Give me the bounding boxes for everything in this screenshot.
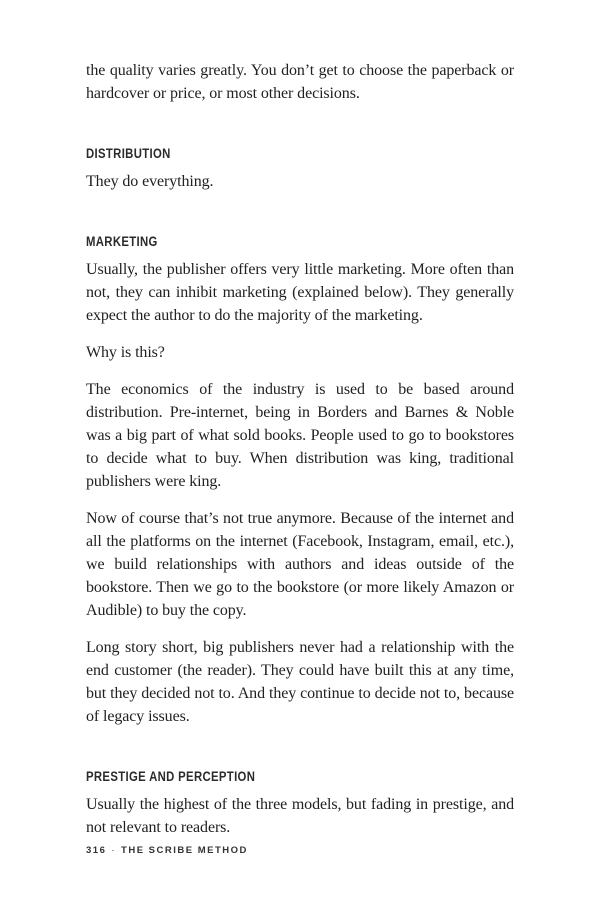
marketing-paragraph-1: Usually, the publisher offers very little marketing. More often than not, they can inhibit marketing (explained below). They generally expect the author to do the majority of the marketing. [86,261,514,324]
distribution-paragraph: They do everything. [86,173,214,190]
marketing-paragraph-3: The economics of the industry is used to be based around distribution. Pre-internet, being in Borders and Barnes & Noble was a big part of what sold books. People used to go to bookstores to decide what to buy. When distribution was king, traditional publishers were king. [86,381,514,490]
prestige-paragraph: Usually the highest of the three models, but fading in prestige, and not relevant to readers. [86,796,514,836]
section-heading-prestige-and-perception: PRESTIGE AND PERCEPTION [86,769,256,784]
section-heading-distribution: DISTRIBUTION [86,146,171,161]
marketing-paragraph-2: Why is this? [86,344,165,361]
running-footer [86,845,248,856]
footer-separator-dot: · [111,845,117,856]
page-number: 316 [86,845,107,856]
intro-paragraph: the quality varies greatly. You don’t get to choose the paperback or hardcover or price, or most other decisions. [86,62,514,102]
section-heading-marketing: MARKETING [86,234,158,249]
marketing-paragraph-4: Now of course that’s not true anymore. Because of the internet and all the platforms on the internet (Facebook, Instagram, email, etc.), we build relationships with authors and ideas outside of the bookstore. Then we go to the bookstore (or more likely Amazon or Audible) to buy the copy. [86,510,514,619]
book-title: THE SCRIBE METHOD [121,845,248,856]
page-content [86,59,514,853]
marketing-paragraph-5: Long story short, big publishers never had a relationship with the end customer (the reader). They could have built this at any time, but they decided not to. And they continue to decide not to, because of legacy issues. [86,639,514,725]
